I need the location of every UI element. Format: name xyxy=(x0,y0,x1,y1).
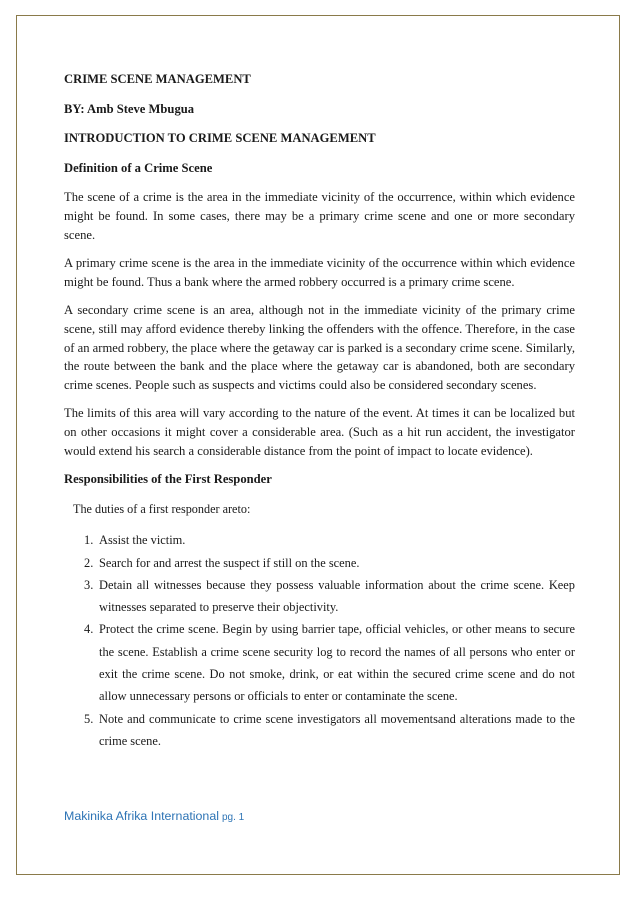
author-line: BY: Amb Steve Mbugua xyxy=(64,101,195,116)
footer-organization: Makinika Afrika International xyxy=(64,809,219,823)
list-item-text: Detain all witnesses because they possess valuable information about the crime scene. Keep witnesses separated to preserve their objectivity. xyxy=(99,577,575,615)
list-number: 5. xyxy=(84,711,94,726)
section-heading: INTRODUCTION TO CRIME SCENE MANAGEMENT xyxy=(64,131,376,146)
page-footer xyxy=(64,809,244,823)
paragraph: The limits of this area will vary according to the nature of the event. At times it can be localized but on other occasions it might cover a considerable area. (Such as a hit run accident, the investigator would extend his search a considerable distance from the point of impact to locate evidence). xyxy=(64,406,575,458)
duties-list xyxy=(64,529,575,752)
list-item-text: Protect the crime scene. Begin by using barrier tape, official vehicles, or other means to secure the scene. Establish a crime scene security log to record the names of all persons who enter or exit the crime scene. Do not smoke, drink, or eat within the secured crime scene and do not allow unnecessary persons or officials to enter or contaminate the scene. xyxy=(99,622,575,704)
document-body xyxy=(64,70,575,752)
list-number: 4. xyxy=(84,622,94,637)
list-number: 1. xyxy=(84,533,94,548)
list-item xyxy=(64,618,575,707)
paragraph: A primary crime scene is the area in the immediate vicinity of the occurrence within which evidence might be found. Thus a bank where the armed robbery occurred is a primary crime scene. xyxy=(64,256,575,289)
paragraph: A secondary crime scene is an area, although not in the immediate vicinity of the primary crime scene, still may afford evidence thereby linking the offenders with the offence. Therefore, in the case of an armed robbery, the place where the getaway car is parked is a secondary crime scene. Similarly, the route between the bank and the place where the getaway car is abandoned, both are secondary crime scenes. People such as suspects and victims could also be considered secondary scenes. xyxy=(64,303,575,392)
definition-heading: Definition of a Crime Scene xyxy=(64,160,213,175)
list-item xyxy=(64,529,575,551)
list-number: 2. xyxy=(84,555,94,570)
duties-intro: The duties of a first responder areto: xyxy=(73,501,251,516)
list-item-text: Assist the victim. xyxy=(99,533,186,548)
paragraph: The scene of a crime is the area in the immediate vicinity of the occurrence, within which evidence might be found. In some cases, there may be a primary crime scene and one or more secondary scene. xyxy=(64,190,575,242)
page-number: pg. 1 xyxy=(221,812,245,823)
list-item xyxy=(64,552,575,574)
list-item xyxy=(64,708,575,753)
list-item-text: Search for and arrest the suspect if still on the scene. xyxy=(99,555,360,570)
list-item xyxy=(64,574,575,619)
document-title: CRIME SCENE MANAGEMENT xyxy=(64,72,251,86)
responsibilities-heading: Responsibilities of the First Responder xyxy=(64,472,272,487)
list-item-text: Note and communicate to crime scene investigators all movementsand alterations made to the crime scene. xyxy=(99,711,575,748)
list-number: 3. xyxy=(84,577,94,592)
